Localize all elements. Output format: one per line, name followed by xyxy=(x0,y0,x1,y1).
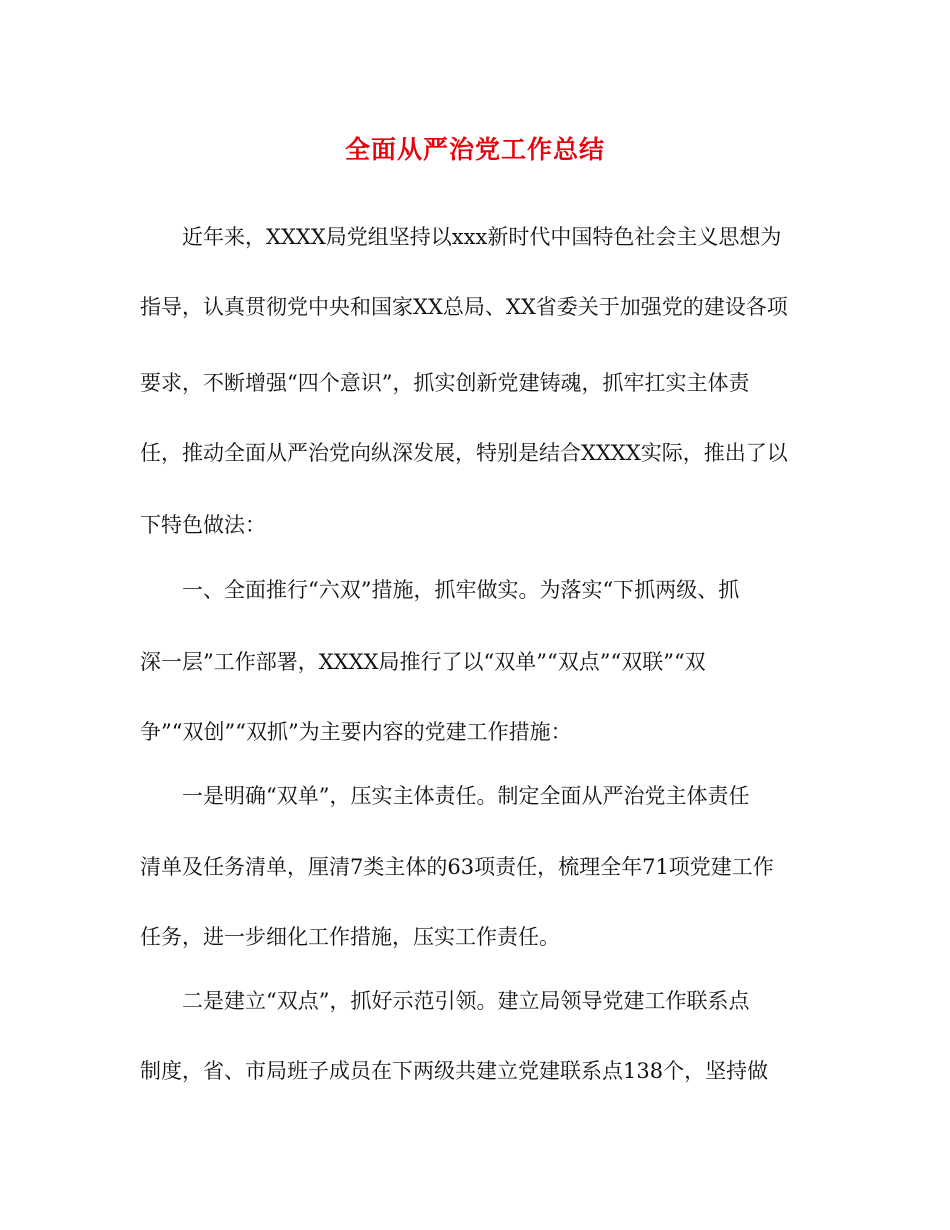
paragraph-3-line-3: 任务，进一步细化工作措施，压实工作责任。 xyxy=(140,925,560,949)
paragraph-1-line-2: 指导，认真贯彻党中央和国家XX总局、XX省委关于加强党的建设各项 xyxy=(140,295,788,319)
paragraph-3-line-1: 一是明确“双单”，压实主体责任。制定全面从严治党主体责任 xyxy=(182,784,750,808)
paragraph-1-line-4: 任，推动全面从严治党向纵深发展，特别是结合XXXX实际，推出了以 xyxy=(140,441,788,465)
paragraph-1-line-1: 近年来，XXXX局党组坚持以xxx新时代中国特色社会主义思想为 xyxy=(182,225,782,249)
document-title: 全面从严治党工作总结 xyxy=(344,135,605,164)
paragraph-2-line-1: 一、全面推行“六双”措施，抓牢做实。为落实“下抓两级、抓 xyxy=(182,578,740,602)
paragraph-1-line-5: 下特色做法： xyxy=(140,513,266,537)
paragraph-3-line-2: 清单及任务清单，厘清7类主体的63项责任，梳理全年71项党建工作 xyxy=(140,855,774,879)
paragraph-1-line-3: 要求，不断增强“四个意识”，抓实创新党建铸魂，抓牢扛实主体责 xyxy=(140,371,750,395)
paragraph-2-line-3: 争”“双创”“双抓”为主要内容的党建工作措施： xyxy=(140,720,572,744)
paragraph-4-line-2: 制度，省、市局班子成员在下两级共建立党建联系点138个，坚持做 xyxy=(140,1059,769,1083)
paragraph-2-line-2: 深一层”工作部署，XXXX局推行了以“双单”“双点”“双联”“双 xyxy=(140,650,706,674)
paragraph-4-line-1: 二是建立“双点”，抓好示范引领。建立局领导党建工作联系点 xyxy=(182,989,750,1013)
